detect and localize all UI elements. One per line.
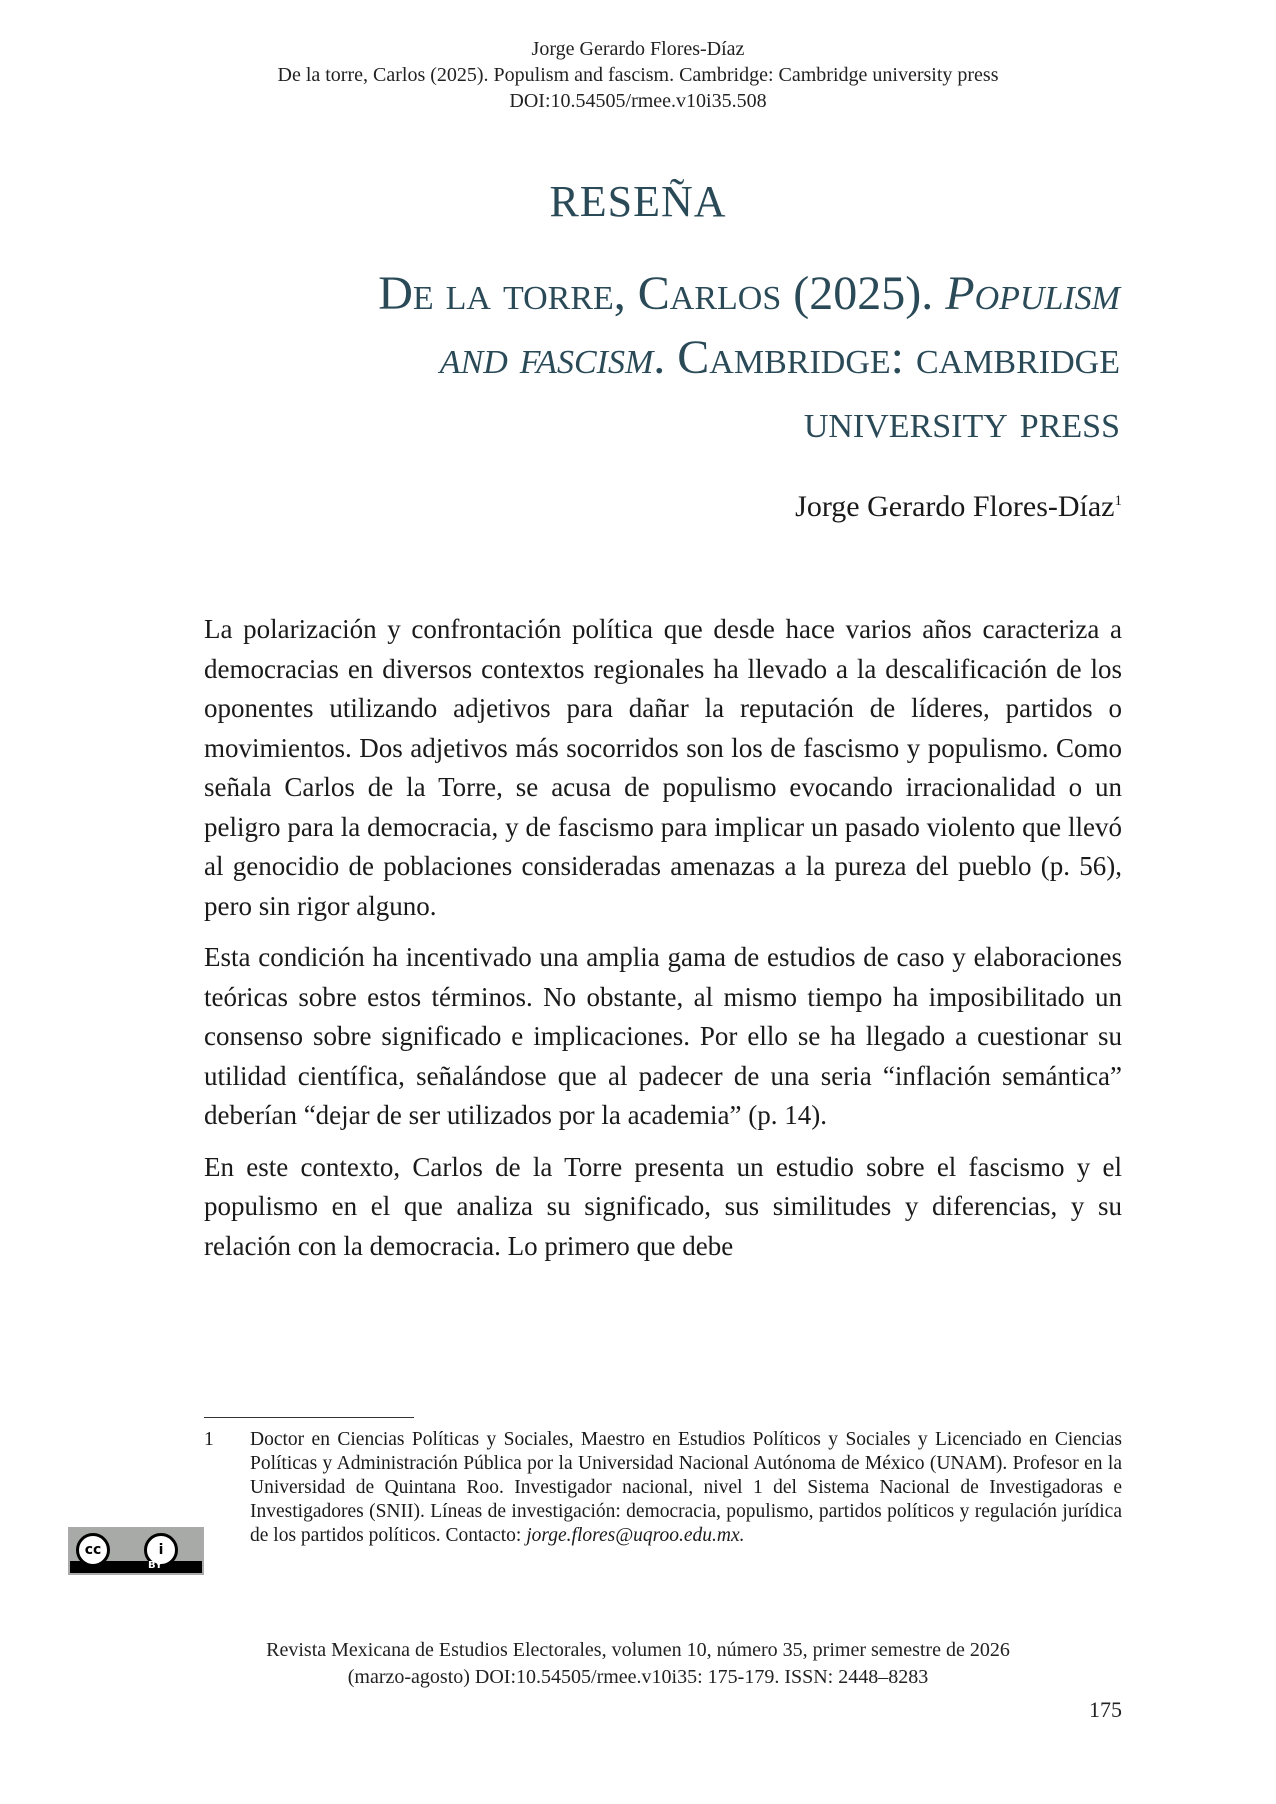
book-title-part: . Cambridge: cambridge: [653, 331, 1120, 384]
body-text: [204, 610, 1122, 1278]
author-footnote-mark: 1: [1114, 493, 1122, 509]
book-title: [190, 262, 1120, 454]
footnote-number: 1: [204, 1429, 214, 1450]
journal-footer-line-1: Revista Mexicana de Estudios Electorales, volumen 10, número 35, primer semestre de 2026: [266, 1639, 1010, 1661]
creative-commons-icon: cc: [76, 1533, 110, 1567]
journal-footer-line-2: (marzo-agosto) DOI:10.54505/rmee.v10i35: 175-179. ISSN: 2448–8283: [347, 1666, 929, 1688]
header-author: Jorge Gerardo Flores-Díaz: [531, 38, 745, 60]
book-title-part: De la torre, Carlos (2025).: [378, 267, 946, 320]
book-title-italic: Populism: [945, 267, 1120, 320]
footnote-email-link[interactable]: jorge.flores@uqroo.edu.mx.: [526, 1525, 745, 1546]
badge-by-label: BY: [148, 1560, 163, 1571]
running-header: [0, 36, 1276, 114]
footnote-body: Doctor en Ciencias Políticas y Sociales, Maestro en Estudios Políticos y Sociales y Licenciado en Ciencias Políticas y Administración Pública por la Universidad Nacional Autónoma de México (UNAM). Profesor en la Universidad de Quintana Roo. Investigador nacional, nivel 1 del Sistema Nacional de Investigadoras e Investigadores (SNII). Líneas de investigación: democracia, populismo, partidos políticos y regulación jurídica de los partidos políticos. Contacto:: [250, 1429, 1122, 1546]
paragraph: Esta condición ha incentivado una amplia gama de estudios de caso y elaboraciones teóricas sobre estos términos. No obstante, al mismo tiempo ha imposibilitado un consenso sobre significado e implicaciones. Por ello se ha llegado a cuestionar su utilidad científica, señalándose que al padecer de una seria “inflación semántica” deberían “dejar de ser utilizados por la academia” (p. 14).: [204, 942, 1122, 1130]
footnote: [204, 1428, 1122, 1548]
book-title-italic: and fascism: [439, 331, 654, 384]
journal-footer: [0, 1637, 1276, 1691]
header-citation: De la torre, Carlos (2025). Populism and fascism. Cambridge: Cambridge university press: [277, 64, 999, 86]
article-author: [600, 490, 1122, 524]
book-title-part: university press: [803, 395, 1120, 448]
paragraph: En este contexto, Carlos de la Torre presenta un estudio sobre el fascismo y el populismo en el que analiza su significado, sus similitudes y diferencias, y su relación con la democracia. Lo primero que debe: [204, 1151, 1122, 1261]
book-title-line-3: [190, 390, 1120, 454]
book-title-line-2: [190, 326, 1120, 390]
cc-by-license-badge[interactable]: [68, 1527, 204, 1575]
attribution-person-icon: i: [144, 1533, 178, 1567]
book-title-line-1: [190, 262, 1120, 326]
paragraph: La polarización y confrontación política que desde hace varios años caracteriza a democracias en diversos contextos regionales ha llevado a la descalificación de los oponentes utilizando adjetivos para dañar la reputación de líderes, partidos o movimientos. Dos adjetivos más socorridos son los de fascismo y populismo. Como señala Carlos de la Torre, se acusa de populismo evocando irracionalidad o un peligro para la democracia, y de fascismo para implicar un pasado violento que llevó al genocidio de poblaciones consideradas amenazas a la pureza del pueblo (p. 56), pero sin rigor alguno.: [204, 614, 1122, 921]
page-number: 175: [1089, 1697, 1122, 1722]
section-label: RESEÑA: [549, 177, 727, 226]
header-doi: DOI:10.54505/rmee.v10i35.508: [509, 90, 767, 112]
author-name: Jorge Gerardo Flores-Díaz: [795, 490, 1115, 523]
footnote-text: [250, 1428, 1122, 1548]
footnote-divider: [204, 1417, 414, 1418]
